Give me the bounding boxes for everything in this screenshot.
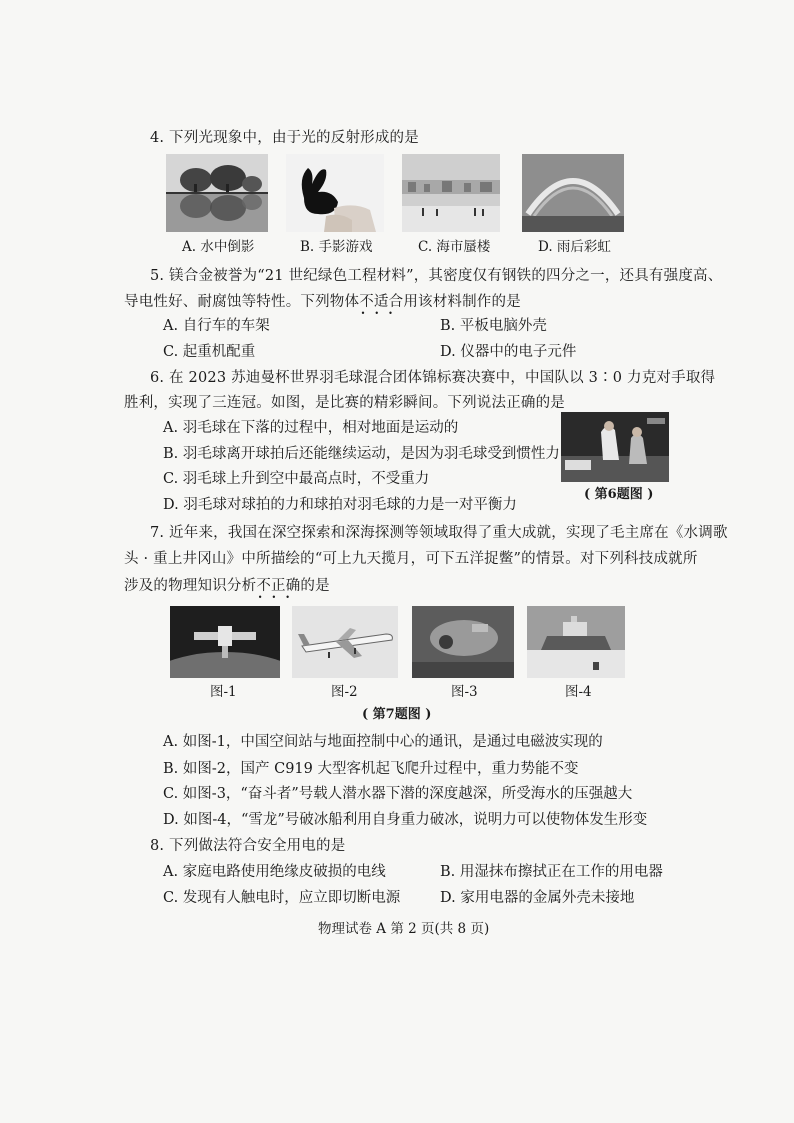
q7-option-d: D. 如图-4，“雪龙”号破冰船利用自身重力破冰，说明力可以使物体发生形变 [163,812,648,828]
q6-option-b: B. 羽毛球离开球拍后还能继续运动，是因为羽毛球受到惯性力 [163,446,560,462]
q6-figure-caption: ( 第6题图 ) [584,487,654,502]
q4-photo-rainbow [522,154,624,232]
q7-photo-space-station [170,606,280,678]
emphasis-dots: ••• [257,593,299,602]
q8-option-b: B. 用湿抹布擦拭正在工作的用电器 [440,864,663,880]
q4-photo-mirage [402,154,500,232]
q7-line3-post: 的是 [300,578,330,594]
q6-line1: 6. 在 2023 苏迪曼杯世界羽毛球混合团体锦标赛决赛中，中国队以 3∶0 力克对手取得 [150,370,716,386]
q4-option-c: C. 海市蜃楼 [418,239,491,255]
q5-line2-post: 用该材料制作的是 [403,294,521,310]
q6-line2: 胜利，实现了三连冠。如图，是比赛的精彩瞬间。下列说法正确的是 [124,395,565,411]
q4-photo-hand-shadow [286,154,384,232]
q4-stem: 4. 下列光现象中，由于光的反射形成的是 [150,130,419,146]
q5-option-b: B. 平板电脑外壳 [440,318,547,334]
q5-line1: 5. 镁合金被誉为“21 世纪绿色工程材料”，其密度仅有钢铁的四分之一，还具有强度高、 [150,268,723,284]
q8-stem: 8. 下列做法符合安全用电的是 [150,838,346,854]
q5-line2 [124,292,521,318]
q7-figure-2-label: 图-2 [331,684,358,700]
q6-option-a: A. 羽毛球在下落的过程中，相对地面是运动的 [163,420,459,436]
page-footer: 物理试卷 A 第 2 页(共 8 页) [318,921,490,937]
q5-line2-pre: 导电性好、耐腐蚀等特性。下列物体 [124,294,360,310]
q4-photo-reflection [166,154,268,232]
q7-line2: 头 · 重上井冈山》中所描绘的“可上九天揽月，可下五洋捉鳖”的情景。对下列科技成就所 [124,551,698,567]
q7-line3-pre: 涉及的物理知识分析 [124,578,257,594]
q7-emphasis [256,578,301,602]
q4-option-a: A. 水中倒影 [182,239,255,255]
q7-figure-3-label: 图-3 [451,684,478,700]
q5-emphasis [359,294,404,318]
q7-option-a: A. 如图-1，中国空间站与地面控制中心的通讯，是通过电磁波实现的 [163,734,603,750]
emphasis-dots: ••• [360,309,402,318]
q6-photo-badminton [561,412,669,482]
q7-option-c: C. 如图-3，“奋斗者”号载人潜水器下潜的深度越深，所受海水的压强越大 [163,786,633,802]
q5-option-d: D. 仪器中的电子元件 [440,344,577,360]
q7-emphasis-text: 不正确 [256,578,301,594]
q7-figure-4-label: 图-4 [565,684,592,700]
q6-option-c: C. 羽毛球上升到空中最高点时，不受重力 [163,471,430,487]
q4-option-d: D. 雨后彩虹 [538,239,611,255]
q7-figure-caption: ( 第7题图 ) [362,707,432,722]
q6-option-d: D. 羽毛球对球拍的力和球拍对羽毛球的力是一对平衡力 [163,497,517,513]
q8-option-d: D. 家用电器的金属外壳未接地 [440,890,635,906]
q7-photo-icebreaker [527,606,625,678]
q7-photo-submersible [412,606,514,678]
q4-option-b: B. 手影游戏 [300,239,373,255]
q7-line1: 7. 近年来，我国在深空探索和深海探测等领域取得了重大成就，实现了毛主席在《水调歌 [150,525,728,541]
q5-option-c: C. 起重机配重 [163,344,256,360]
q5-emphasis-text: 不适合 [359,294,404,310]
q7-figure-1-label: 图-1 [210,684,237,700]
q7-line3 [124,576,330,602]
q7-option-b: B. 如图-2，国产 C919 大型客机起飞爬升过程中，重力势能不变 [163,761,579,777]
q7-photo-c919 [292,606,398,678]
q5-option-a: A. 自行车的车架 [163,318,270,334]
q8-option-a: A. 家庭电路使用绝缘皮破损的电线 [163,864,386,880]
q8-option-c: C. 发现有人触电时，应立即切断电源 [163,890,401,906]
